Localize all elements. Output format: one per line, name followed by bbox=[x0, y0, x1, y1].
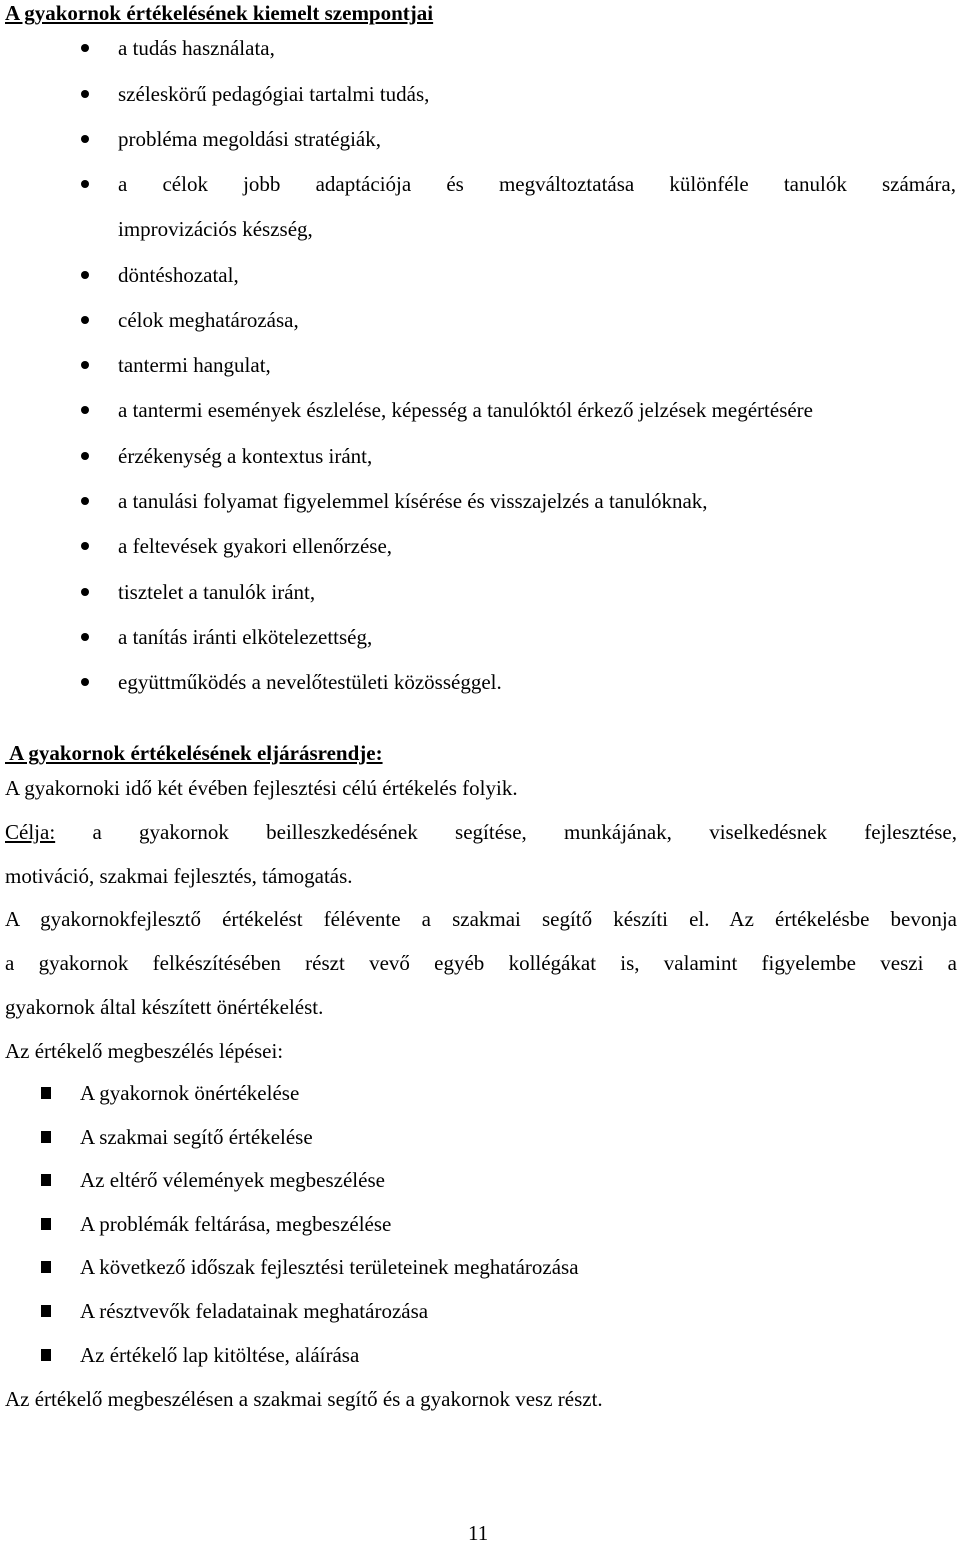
list-item: a feltevések gyakori ellenőrzése, bbox=[0, 534, 960, 558]
section-heading-criteria: A gyakornok értékelésének kiemelt szempontjai bbox=[5, 1, 434, 25]
bullet-icon bbox=[81, 588, 89, 596]
bullet-icon bbox=[81, 542, 89, 550]
paragraph-line: gyakornok által készített önértékelést. bbox=[5, 995, 324, 1019]
bullet-icon bbox=[81, 452, 89, 460]
list-item: Az eltérő vélemények megbeszélése bbox=[0, 1168, 960, 1192]
bullet-icon bbox=[81, 316, 89, 324]
list-item: probléma megoldási stratégiák, bbox=[0, 127, 960, 151]
list-item: a célok jobb adaptációja és megváltoztatása különféle tanulók számára, bbox=[0, 172, 960, 196]
bullet-icon bbox=[81, 44, 89, 52]
paragraph-goal-line2: motiváció, szakmai fejlesztés, támogatás. bbox=[5, 864, 353, 888]
bullet-icon bbox=[81, 633, 89, 641]
list-item: célok meghatározása, bbox=[0, 308, 960, 332]
section-heading-procedure: A gyakornok értékelésének eljárásrendje: bbox=[5, 741, 383, 765]
square-bullet-icon bbox=[41, 1131, 51, 1143]
bullet-icon bbox=[81, 271, 89, 279]
goal-label: Célja: bbox=[5, 820, 56, 844]
list-item: Az értékelő lap kitöltése, aláírása bbox=[0, 1343, 960, 1367]
list-item: a tantermi események észlelése, képesség a tanulóktól érkező jelzések megértésére bbox=[0, 398, 960, 422]
closing-line: Az értékelő megbeszélésen a szakmai segítő és a gyakornok vesz részt. bbox=[5, 1387, 603, 1411]
paragraph-line: a gyakornok felkészítésében részt vevő egyéb kollégákat is, valamint figyelembe veszi a bbox=[5, 951, 957, 975]
paragraph-line: A gyakornoki idő két évében fejlesztési célú értékelés folyik. bbox=[5, 776, 518, 800]
bullet-icon bbox=[81, 406, 89, 414]
list-item: A problémák feltárása, megbeszélése bbox=[0, 1212, 960, 1236]
list-item: a tanulási folyamat figyelemmel kísérése és visszajelzés a tanulóknak, bbox=[0, 489, 960, 513]
paragraph-goal-line1: Célja: a gyakornok beilleszkedésének segítése, munkájának, viselkedésnek fejlesztése, bbox=[5, 820, 957, 844]
square-bullet-icon bbox=[41, 1349, 51, 1361]
square-bullet-icon bbox=[41, 1218, 51, 1230]
list-item: a tudás használata, bbox=[0, 36, 960, 60]
list-item: széleskörű pedagógiai tartalmi tudás, bbox=[0, 82, 960, 106]
bullet-icon bbox=[81, 497, 89, 505]
list-item: A szakmai segítő értékelése bbox=[0, 1125, 960, 1149]
list-item: improvizációs készség, bbox=[118, 217, 313, 241]
list-item: érzékenység a kontextus iránt, bbox=[0, 444, 960, 468]
bullet-icon bbox=[81, 678, 89, 686]
list-item: döntéshozatal, bbox=[0, 263, 960, 287]
list-item: A gyakornok önértékelése bbox=[0, 1081, 960, 1105]
square-bullet-icon bbox=[41, 1087, 51, 1099]
bullet-icon bbox=[81, 90, 89, 98]
square-bullet-icon bbox=[41, 1305, 51, 1317]
list-item: A következő időszak fejlesztési területeinek meghatározása bbox=[0, 1255, 960, 1279]
bullet-icon bbox=[81, 180, 89, 188]
list-item: tantermi hangulat, bbox=[0, 353, 960, 377]
list-item: tisztelet a tanulók iránt, bbox=[0, 580, 960, 604]
square-bullet-icon bbox=[41, 1174, 51, 1186]
list-item: a tanítás iránti elkötelezettség, bbox=[0, 625, 960, 649]
steps-intro: Az értékelő megbeszélés lépései: bbox=[5, 1039, 284, 1063]
list-item: együttműködés a nevelőtestületi közösséggel. bbox=[0, 670, 960, 694]
bullet-icon bbox=[81, 361, 89, 369]
list-item: A résztvevők feladatainak meghatározása bbox=[0, 1299, 960, 1323]
bullet-icon bbox=[81, 135, 89, 143]
page-number: 11 bbox=[468, 1521, 489, 1545]
paragraph-line: A gyakornokfejlesztő értékelést félévente a szakmai segítő készíti el. Az értékelésbe bevonja bbox=[5, 907, 957, 931]
square-bullet-icon bbox=[41, 1261, 51, 1273]
